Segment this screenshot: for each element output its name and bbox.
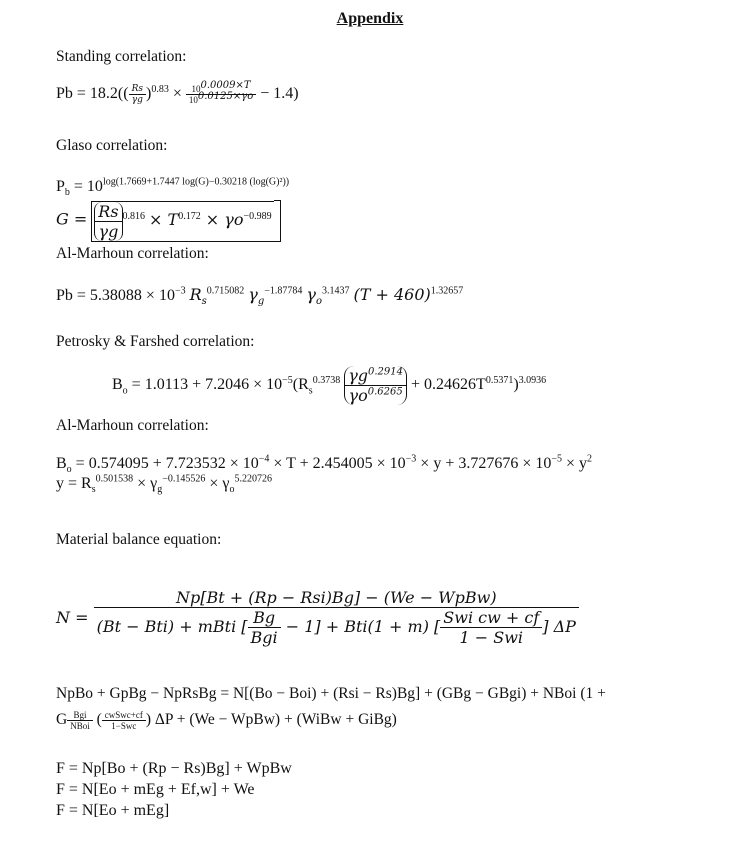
al-marhoun-label-1: Al-Marhoun correlation: (56, 245, 209, 262)
standing-ratio: $\frac{Rs}{\gamma g}$ (129, 84, 146, 105)
mbe-label: Material balance equation: (56, 531, 222, 548)
standing-equation: Pb = 18.2(( $\frac{Rs}{\gamma g}$ )$^{0.83}$ × $\frac{10^{0.0009\times T}}{10^{0.0125\times\gamma o}}$ − 1.4) (56, 80, 299, 105)
petrosky-label: Petrosky & Farshed correlation: (56, 333, 255, 350)
mbe-n-equation: N = Np[Bt + (Rp − Rsi)Bg] − (We − WpBw) (Bt − Bti) + mBti [ $\frac{Bg}{\text{Bgi}}$ − 1] + Bti(1 + m) [ $\frac{\text{Swi cw + cf}}{\text{1 − Swi}}$ ] ΔP (56, 588, 579, 647)
al-marhoun-label-2: Al-Marhoun correlation: (56, 417, 209, 434)
standing-label: Standing correlation: (56, 48, 187, 65)
petrosky-bo-equation: $B_o = 1.0113 + 7.2046 \times 10^{-5}(R_s^{0.3738}$ $\frac{\gamma g^{0.2914}}{\gamma o^{0.6265}}$ + $0.24626T^{0.5371})^{3.0936}$ (112, 366, 547, 405)
glaso-pb-equation: $P_b = 10^{log(1.7669+1.7447 log(G)-0.30218 (log(G)^2))}$ (56, 176, 290, 199)
f-equation-1: F = Np[Bo + (Rp − Rs)Bg] + WpBw (56, 760, 292, 777)
mbe-long-equation-line-1: NpBo + GpBg − NpRsBg = N[(Bo − Boi) + (Rsi − Rs)Bg] + (GBg − GBgi) + NBoi (1 + (56, 685, 606, 702)
standing-lhs: Pb = 18.2(( (56, 85, 129, 103)
mbe-long-equation-line-2: G $\frac{\text{Bgi}}{\text{NBoi}}$ ( $\frac{\text{cwSwc+cf}}{\text{1−Swc}}$ ) ΔP + (We − WpBw) + (WiBw + GiBg) (56, 710, 397, 731)
f-equation-3: F = N[Eo + mEg] (56, 802, 170, 819)
f-equation-2: F = N[Eo + mEg + Ef,w] + We (56, 781, 255, 798)
al-marhoun-bo-equation: $B_o = 0.574095 + 7.723532 \times 10^{-4} \times T + 2.454005 \times 10^{-3} \times y + 3.727676 \times 10^{-5} \times y^2$ (56, 453, 593, 476)
standing-exp-ratio: $\frac{10^{0.0009\times T}}{10^{0.0125\times\gamma o}}$ (186, 84, 256, 105)
glaso-g-equation: G = $\frac{Rs}{\gamma g}$ $^{0.816} \times T^{0.172} \times \gamma o^{-0.989}$ (56, 200, 281, 242)
al-marhoun-pb-equation: $Pb = 5.38088 \times 10^{-3}$ $R_s^{0.715082}$ $\gamma_g^{-1.87784}$ $\gamma_o^{3.1437}$ $(T + 460)^{1.32657}$ (56, 285, 464, 308)
page-title: Appendix (336, 10, 404, 27)
al-marhoun-y-equation: $y = R_s^{0.501538} \times \gamma_g^{-0.145526} \times \gamma_o^{5.220726}$ (56, 473, 272, 496)
glaso-label: Glaso correlation: (56, 137, 168, 154)
